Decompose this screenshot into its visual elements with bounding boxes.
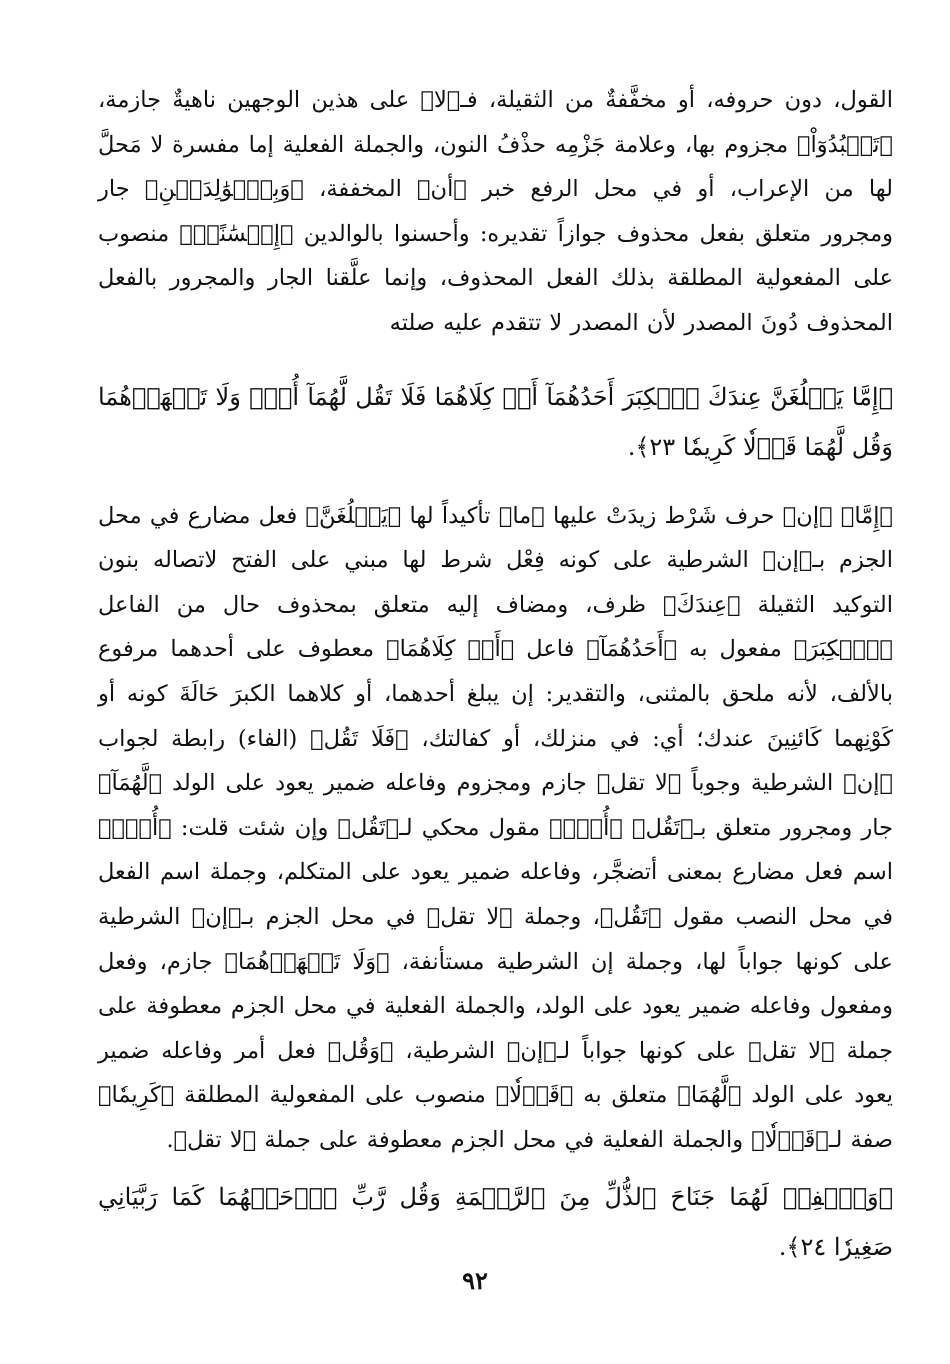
paragraph-grammar-1: القول، دون حروفه، أو مخفَّفةٌ من الثقيلة، فـ﴿لا﴾ على هذين الوجهين ناهيةٌ جازمة، ﴿تَعۡبُدُوٓاْ﴾ مجزوم بها، وعلامة جَزْمِه حذْفُ النون، والجملة الفعلية إما مفسرة لا مَحلَّ لها من الإعراب، أو في محل الرفع خبر ﴿أن﴾ المخففة، ﴿وَبِٱلۡوَٰلِدَيۡنِ﴾ جار ومجرور متعلق بفعل محذوف جوازاً تقديره: وأحسنوا بالوالدين ﴿إِحۡسَٰنًاۚ﴾ منصوب على المفعولية المطلقة بذلك الفعل المحذوف، وإنما علَّقنا الجار والمجرور بالفعل المحذوف دُونَ المصدر لأن المصدر لا تتقدم عليه صلته <box>98 87 893 336</box>
spacer <box>98 472 893 494</box>
quran-verse-24: ﴿وَٱخۡفِضۡ لَهُمَا جَنَاحَ ٱلذُّلِّ مِنَ ٱلرَّحۡمَةِ وَقُل رَّبِّ ٱرۡحَمۡهُمَا كَمَا رَبَّيَانِي صَغِيرٗا ٢٤﴾. <box>98 1183 893 1262</box>
paragraph-grammar-2: ﴿إِمَّا﴾ ﴿إن﴾ حرف شَرْط زيدَتْ عليها ﴿ما﴾ تأكيداً لها ﴿يَبۡلُغَنَّ﴾ فعل مضارع في محل الجزم بـ﴿إن﴾ الشرطية على كونه فِعْل شرط لها مبني على الفتح لاتصاله بنون التوكيد الثقيلة ﴿عِندَكَ﴾ ظرف، ومضاف إليه متعلق بمحذوف حال من الفاعل ﴿ٱلۡكِبَرَ﴾ مفعول به ﴿أَحَدُهُمَآ﴾ فاعل ﴿أَوۡ كِلَاهُمَا﴾ معطوف على أحدهما مرفوع بالألف، لأنه ملحق بالمثنى، والتقدير: إن يبلغ أحدهما، أو كلاهما الكبرَ حَالَةَ كونه أو كَوْنِهما كَائنِينَ عندك؛ أي: في منزلك، أو كفالتك، ﴿فَلَا تَقُل﴾ (الفاء) رابطة لجواب ﴿إن﴾ الشرطية وجوباً ﴿لا تقل﴾ جازم ومجزوم وفاعله ضمير يعود على الولد ﴿لَّهُمَآ﴾ جار ومجرور متعلق بـ﴿تَقُل﴾ ﴿أُفّٖ﴾ مقول محكي لـ﴿تَقُل﴾ وإن شئت قلت: ﴿أُفّٖ﴾ اسم فعل مضارع بمعنى أتضجَّر، وفاعله ضمير يعود على المتكلم، وجملة اسم الفعل في محل النصب مقول ﴿تَقُل﴾، وجملة ﴿لا تقل﴾ في محل الجزم بـ﴿إن﴾ الشرطية على كونها جواباً لها، وجملة إن الشرطية مستأنفة، ﴿وَلَا تَنۡهَرۡهُمَا﴾ جازم، وفعل ومفعول وفاعله ضمير يعود على الولد، والجملة الفعلية في محل الجزم معطوفة على جملة ﴿لا تقل﴾ على كونها جواباً لـ﴿إن﴾ الشرطية، ﴿وَقُل﴾ فعل أمر وفاعله ضمير يعود على الولد ﴿لَّهُمَا﴾ متعلق به ﴿قَوۡلٗا﴾ منصوب على المفعولية المطلقة ﴿كَرِيمٗا﴾ صفة لـ﴿قَوۡلٗا﴾ والجملة الفعلية في محل الجزم معطوفة على جملة ﴿لا تقل﴾. <box>98 502 893 1153</box>
page-number: ٩٢ <box>462 1266 488 1295</box>
page-body <box>98 78 893 1272</box>
spacer <box>98 1162 893 1172</box>
quran-verse-23: ﴿إِمَّا يَبۡلُغَنَّ عِندَكَ ٱلۡكِبَرَ أَحَدُهُمَآ أَوۡ كِلَاهُمَا فَلَا تَقُل لَّهُمَآ أُفّٖ وَلَا تَنۡهَرۡهُمَا وَقُل لَّهُمَا قَوۡلٗا كَرِيمٗا ٢٣﴾. <box>98 382 893 461</box>
spacer <box>98 346 893 372</box>
